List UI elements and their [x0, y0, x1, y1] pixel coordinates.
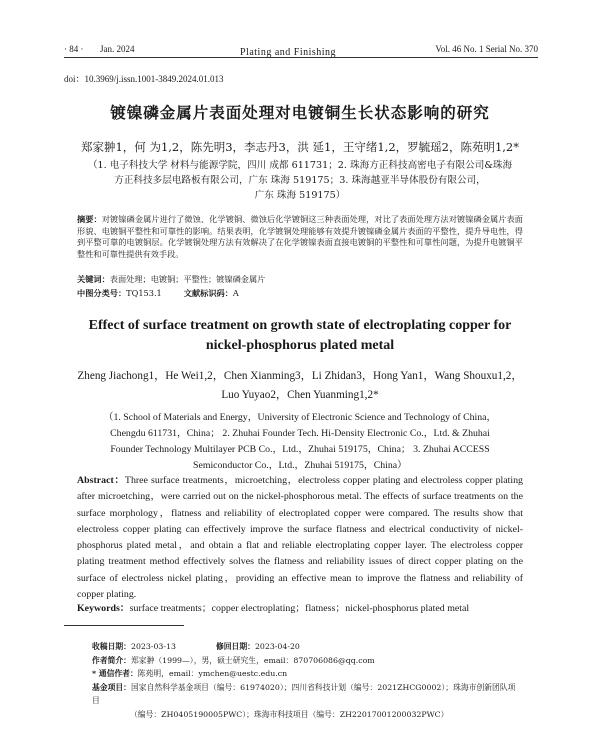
- zh-keywords-label: 关键词：: [77, 274, 110, 284]
- page-number: · 84 ·: [64, 44, 84, 54]
- clc-value: TQ153.1: [126, 288, 162, 298]
- corresponding-line: [92, 667, 522, 681]
- received-label: 收稿日期：: [92, 642, 131, 651]
- en-authors-line: Zheng Jiachong1，He Wei1,2，Chen Xianming3，Li Zhidan3，Hong Yan1，Wang Shouxu1,2，: [77, 370, 523, 382]
- en-abstract-label: Abstract：: [77, 475, 125, 486]
- funding-line-2: （编号：ZH0405190005PWC）；珠海市科技项目（编号：ZH22017001200032PWC）: [130, 709, 449, 719]
- en-title: [40, 316, 560, 356]
- dates-line: [92, 640, 522, 654]
- zh-title: 镀镍磷金属片表面处理对电镀铜生长状态影响的研究: [110, 104, 490, 122]
- en-authors-line: Luo Yuyao2，Chen Yuanming1,2*: [221, 389, 379, 401]
- en-affil-line: Semiconductor Co.，Ltd.，Zhuhai 519175，China）: [193, 460, 407, 471]
- zh-affil-line: 广东 珠海 519175）: [254, 190, 346, 201]
- author-label: 作者简介：: [92, 655, 131, 665]
- footnotes: [92, 640, 522, 721]
- en-affil-line: Chengdu 611731，China； 2. Zhuhai Founder Tech. Hi-Density Electronic Co.，Ltd. & Zhuhai: [110, 428, 490, 439]
- doc-code-label: 文献标识码：: [183, 288, 233, 298]
- en-authors: [40, 367, 560, 405]
- revised-date: 2023-04-20: [254, 642, 300, 651]
- zh-abstract: [77, 214, 523, 260]
- journal-name: Plating and Finishing: [240, 47, 337, 58]
- zh-classification: [77, 288, 523, 300]
- en-keywords-label: Keywords：: [77, 603, 130, 614]
- funding-text: 国家自然科学基金项目（编号：61974020）；四川省科技计划（编号：2021ZHCG0002）；珠海市创新团队项目: [92, 682, 516, 705]
- en-affil-line: Founder Technology Multilayer PCB Co.，Ltd.，Zhuhai 519175，China； 3. Zhuhai ACCESS: [110, 444, 490, 455]
- zh-abstract-text: 对镀镍磷金属片进行了微蚀、化学镀铜、微蚀后化学镀铜这三种表面处理，对比了表面处理方法对镀镍磷金属片表面形貌、电镀铜平整性和可靠性的影响。结果表明，化学镀铜处理能够有效提升镀镍磷金属片表面的平整性，提升导电性，得到平整可靠的电镀铜层。化学镀铜处理方法有效解决了在化学镀镍表面直接电镀铜的平整性和可靠性问题，为提升电镀铜平整性和可靠性提供有效手段。: [77, 214, 523, 259]
- doi[interactable]: doi：10.3969/j.issn.1001-3849.2024.01.013: [64, 74, 224, 84]
- zh-affiliations: [40, 158, 560, 203]
- clc-label: 中图分类号：: [77, 288, 127, 298]
- revised-label: 修回日期：: [215, 642, 255, 651]
- en-abstract-text: Three surface treatments，microetching，electroless copper plating and electroless copper plating after microetching，were carried out on the nickel-phosphorous metal. The effects of surface treatments on the surface morphology，flatness and reliability of electroplated copper were compared. The results show that electroless copper plating can effectively improve the surface flatness and electrical conductivity of nickel-phosphorus plated metal，and obtain a flat and reliable electroplating copper layer. The electroless copper plating treatment method effectively solves the flatness and reliability issues of direct copper plating on the surface of electroless nickel plating，providing an effective mean to improve the flatness and reliability of copper plating.: [77, 475, 523, 601]
- zh-abstract-label: 摘要：: [77, 214, 102, 224]
- funding-label: 基金项目：: [92, 682, 131, 692]
- zh-keywords-text: 表面处理；电镀铜；平整性；镀镍磷金属片: [109, 274, 266, 284]
- en-title-line: Effect of surface treatment on growth state of electroplating copper for: [88, 318, 512, 333]
- zh-affil-line: 方正科技多层电路板有限公司，广东 珠海 519175；3. 珠海越亚半导体股份有限公司，: [114, 175, 486, 186]
- zh-keywords: [77, 274, 523, 286]
- received-date: 2023-03-13: [130, 642, 176, 651]
- en-abstract: [77, 473, 523, 603]
- author-bio: 郑家翀（1999—），男，硕士研究生，email：870706086@qq.com: [130, 655, 375, 665]
- issue-date: Jan. 2024: [100, 44, 135, 54]
- en-keywords: [77, 600, 523, 614]
- doc-code-value: A: [232, 288, 239, 298]
- author-line: [92, 654, 522, 668]
- en-keywords-text: surface treatments；copper electroplating；flatness；nickel-phosphorus plated metal: [129, 603, 470, 614]
- en-title-line: nickel-phosphorus plated metal: [205, 338, 395, 353]
- zh-authors: 郑家翀1，何 为1,2，陈先明3，李志丹3，洪 延1，王守绪1,2，罗毓瑶2，陈苑明1,2*: [80, 140, 519, 154]
- header-rule: [64, 57, 538, 58]
- corresponding-email[interactable]: 陈苑明，email：ymchen@uestc.edu.cn: [137, 669, 288, 678]
- en-affiliations: [40, 410, 560, 474]
- volume-info: Vol. 46 No. 1 Serial No. 370: [435, 44, 538, 54]
- en-affil-line: （1. School of Materials and Energy，University of Electronic Science and Technology of China，: [103, 412, 497, 423]
- corresponding-label: * 通信作者：: [92, 669, 138, 678]
- funding-line: [92, 681, 522, 708]
- zh-affil-line: （1. 电子科技大学 材料与能源学院，四川 成都 611731；2. 珠海方正科技高密电子有限公司&珠海: [87, 160, 513, 171]
- footnote-rule: [64, 625, 184, 626]
